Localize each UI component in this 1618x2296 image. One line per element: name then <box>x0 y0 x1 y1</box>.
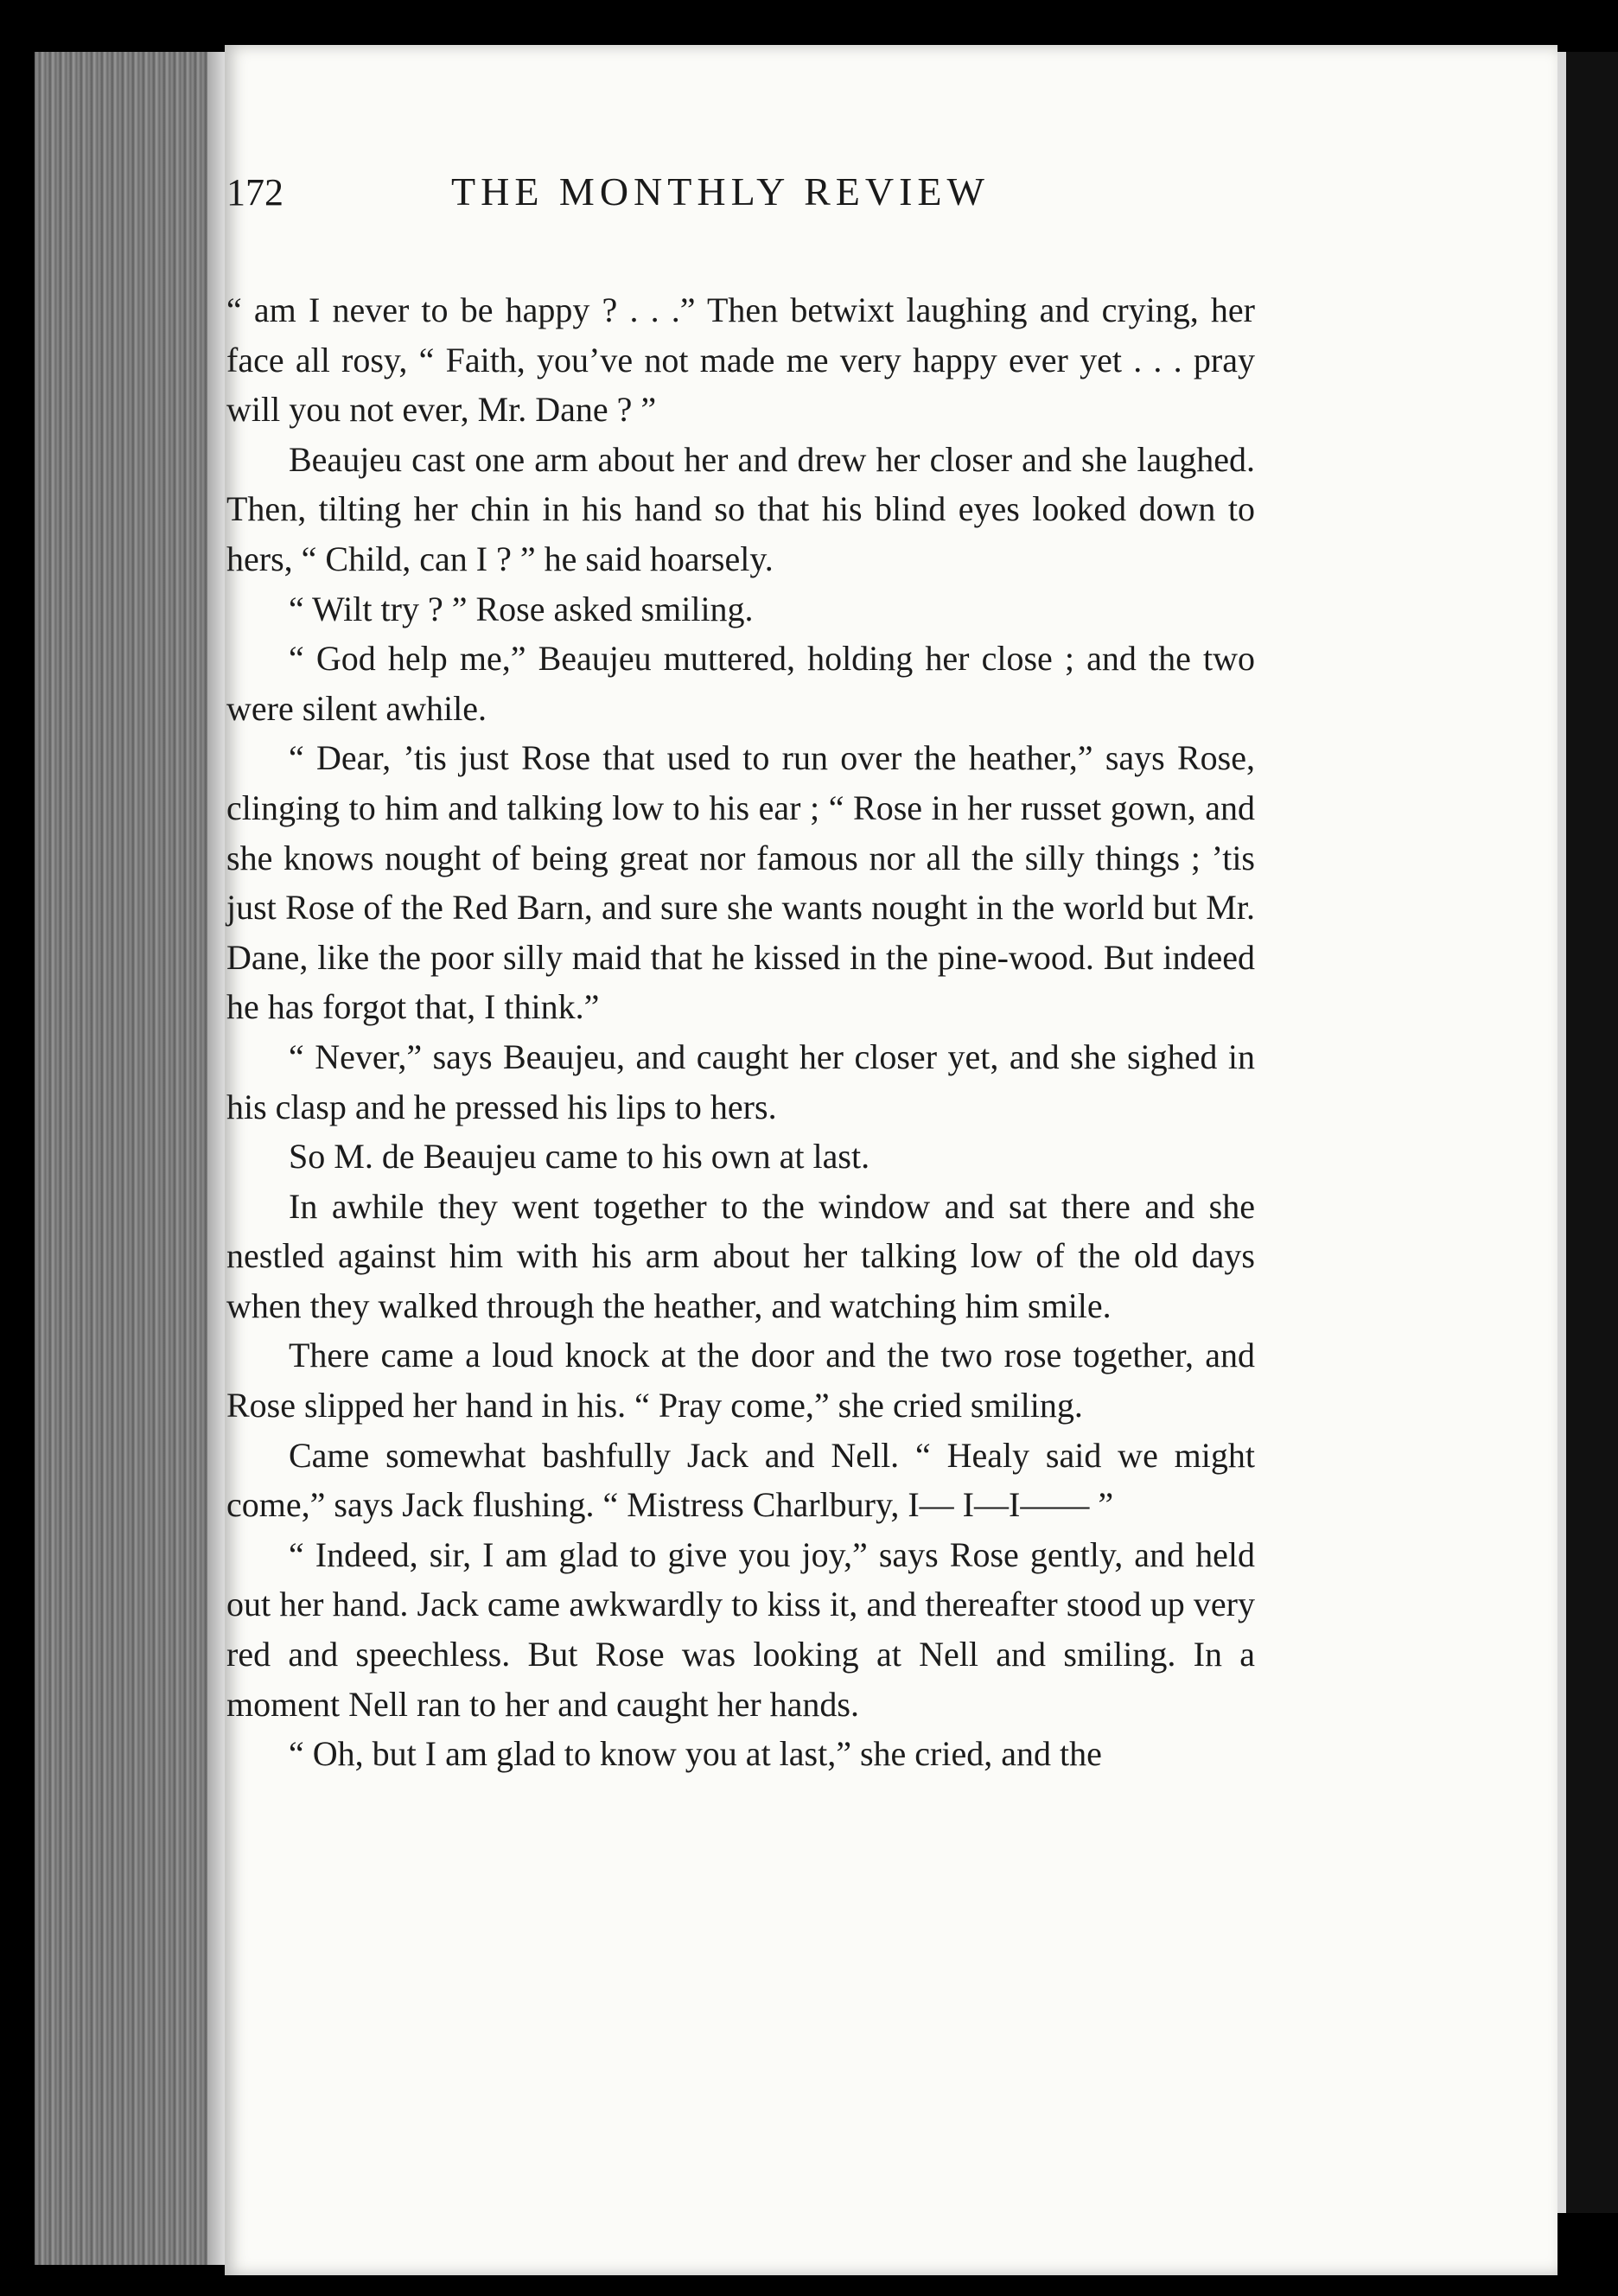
paragraph: Beaujeu cast one arm about her and drew her closer and she laughed. Then, tilting her chin in his hand so that his blind eyes looked down to hers, “ Child, can I ? ” he said hoarsely. <box>226 439 1255 578</box>
paragraph: “ Oh, but I am glad to know you at last,” she cried, and the <box>289 1734 1102 1774</box>
paragraph: There came a loud knock at the door and the two rose together, and Rose slipped her hand in his. “ Pray come,” she cried smiling. <box>226 1336 1255 1425</box>
paragraph: “ Indeed, sir, I am glad to give you joy,” says Rose gently, and held out her hand. Jack came awkwardly to kiss it, and thereafter stood up very red and speechless. But Rose was looking at Nell and smiling. In a moment Nell ran to her and caught her hands. <box>226 1534 1255 1724</box>
paragraph: “ Never,” says Beaujeu, and caught her closer yet, and she sighed in his clasp and he pressed his lips to hers. <box>226 1036 1255 1126</box>
facing-page-edge <box>1554 52 1618 2213</box>
paragraph: “ God help me,” Beaujeu muttered, holding her close ; and the two were silent awhile. <box>226 639 1255 728</box>
journal-title: THE MONTHLY REVIEW <box>451 169 990 214</box>
body-text <box>226 285 1255 1779</box>
paragraph: “ am I never to be happy ? . . .” Then betwixt laughing and crying, her face all rosy, “ Faith, you’ve not made me very happy ever yet . . . pray will you not ever, Mr. Dane ? ” <box>226 290 1255 430</box>
paragraph: “ Wilt try ? ” Rose asked smiling. <box>289 589 754 628</box>
page-number: 172 <box>226 171 283 214</box>
paragraph: In awhile they went together to the window and sat there and she nestled against him with his arm about her talking low of the old days when they walked through the heather, and watching him smile. <box>226 1186 1255 1325</box>
paragraph: So M. de Beaujeu came to his own at last. <box>289 1137 870 1177</box>
paragraph: Came somewhat bashfully Jack and Nell. “ Healy said we might come,” says Jack flushing. “ Mistress Charlbury, I— I—I—— ” <box>226 1435 1255 1525</box>
book-page-edges <box>35 52 225 2265</box>
paragraph: “ Dear, ’tis just Rose that used to run over the heather,” says Rose, clinging to him and talking low to his ear ; “ Rose in her russet gown, and she knows nought of being great nor famous nor all the silly things ; ’tis just Rose of the Red Barn, and sure she wants nought in the world but Mr. Dane, like the poor silly maid that he kissed in the pine-wood. But indeed he has forgot that, I think.” <box>226 738 1255 1027</box>
running-head <box>226 169 1281 214</box>
